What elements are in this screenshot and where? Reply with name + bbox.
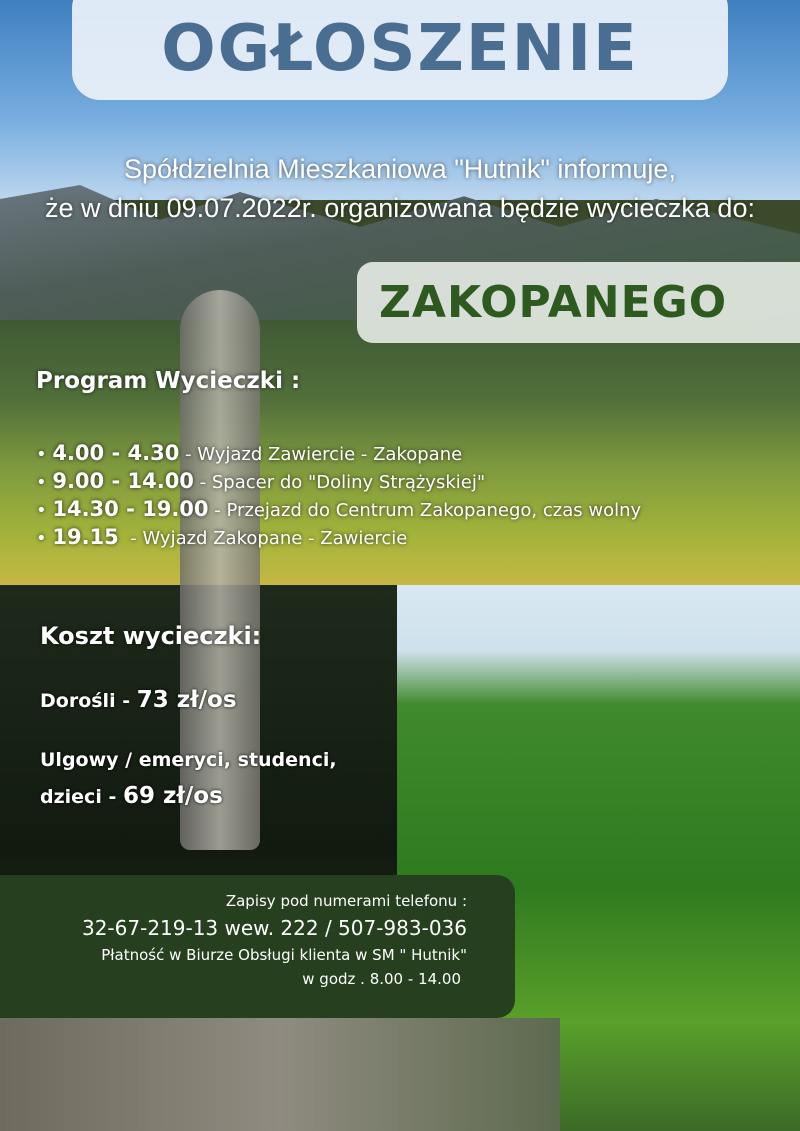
program-heading: Program Wycieczki : [36,368,301,394]
program-list [36,440,641,552]
office-hours: w godz . 8.00 - 14.00 [302,970,461,988]
adults-price: 73 zł/os [136,687,237,713]
cost-heading: Koszt wycieczki: [40,622,262,650]
program-desc: - Wyjazd Zakopane - Zawiercie [118,528,408,549]
program-desc: - Wyjazd Zawiercie - Zakopane [179,444,463,465]
program-time: 14.30 - 19.00 [52,497,209,521]
program-time: 4.00 - 4.30 [52,441,180,465]
program-desc: - Przejazd do Centrum Zakopanego, czas wolny [208,500,642,521]
program-time: 19.15 [52,525,119,549]
intro-line-1: Spółdzielnia Mieszkaniowa "Hutnik" informuje, [124,154,676,184]
reduced-price: 69 zł/os [122,783,223,809]
program-item [36,524,641,552]
cost-reduced [40,742,337,815]
program-item [36,496,641,524]
stream-background [0,1018,560,1131]
destination: ZAKOPANEGO [379,277,728,328]
program-desc: - Spacer do "Doliny Strążyskiej" [193,472,486,493]
contact-phones: 32-67-219-13 wew. 222 / 507-983-036 [81,916,467,940]
destination-banner [357,262,800,343]
program-item [36,468,641,496]
adults-label: Dorośli - [40,690,137,712]
contact-box [0,875,515,1018]
intro-line-2: że w dniu 09.07.2022r. organizowana będzie wycieczka do: [45,193,755,223]
program-item [36,440,641,468]
intro-text [0,150,800,228]
reduced-label-2: dzieci - [40,786,123,808]
cost-adults [40,682,237,719]
page-title: OGŁOSZENIE [161,12,639,86]
program-time: 9.00 - 14.00 [52,469,194,493]
payment-info: Płatność w Biurze Obsługi klienta w SM " Hutnik" [101,946,467,964]
reduced-label: Ulgowy / emeryci, studenci, [40,749,337,771]
contact-intro: Zapisy pod numerami telefonu : [225,892,467,910]
title-banner [72,0,728,100]
